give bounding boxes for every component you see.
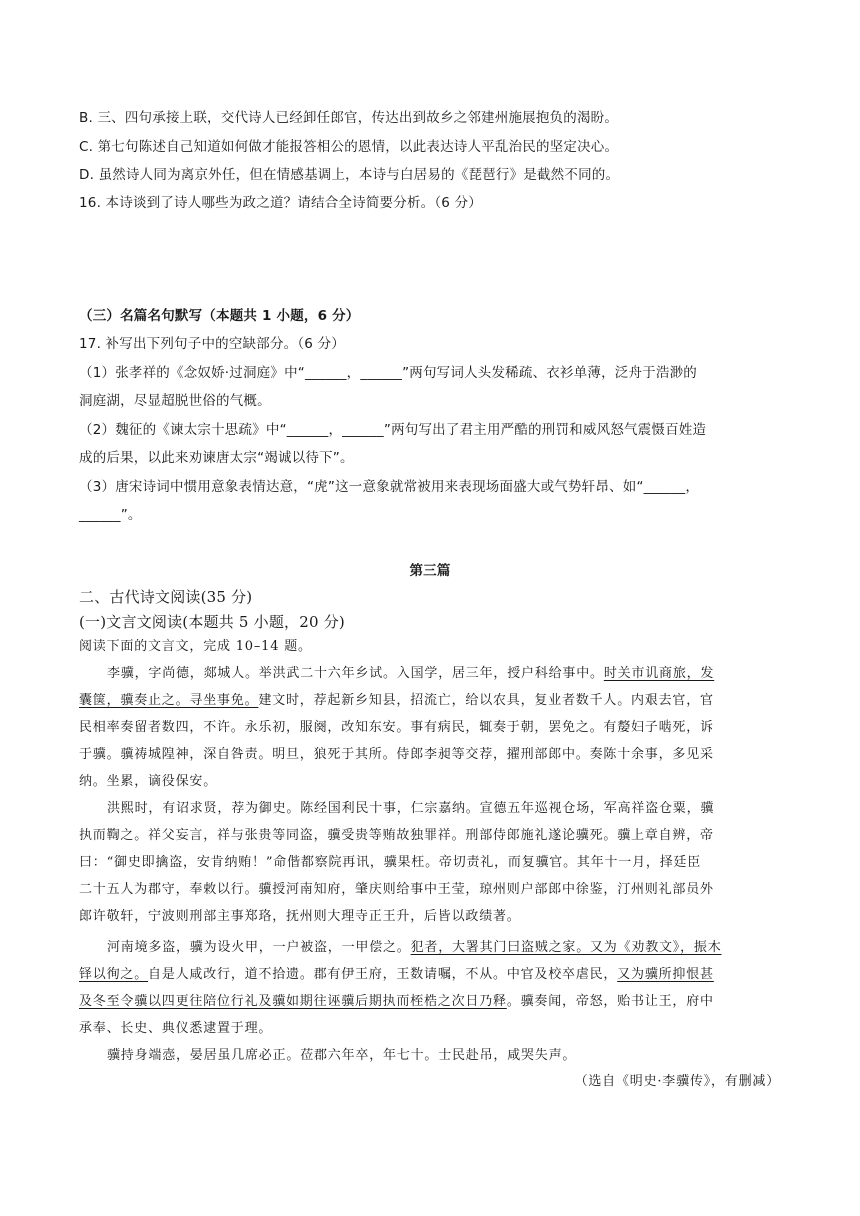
passage-line: 河南境多盗，骥为设火甲，一户被盗，一甲偿之。犯者，大署其门曰盗贼之家。又为《劝教文》，振木	[107, 940, 722, 955]
passage-line: 于骥。骥祷城隍神，深自咎责。明旦，狼死于其所。侍郎李昶等交荐，擢刑部郎中。奏陈十余事，多见采	[79, 747, 714, 762]
q17-item1-line2: 洞庭湖，尽显超脱世俗的气概。	[79, 393, 271, 409]
passage-line: 铎以徇之。自是人咸改行，道不拾遗。郡有伊王府，王数请嘱，不从。中官及校卒虐民，又为骥所抑恨甚	[79, 967, 714, 982]
passage-line: 曰：“御史即擒盗，安肯纳贿！”命偕都察院再讯，骥果枉。帝切责礼，而复骥官。其年十一月，择廷臣	[79, 855, 702, 870]
passage-line: 囊箧，骥奏止之。寻坐事免。建文时，荐起新乡知县，招流亡，给以农具，复业者数千人。内艰去官，官	[79, 693, 714, 708]
question-16: 16. 本诗谈到了诗人哪些为政之道？请结合全诗简要分析。（6 分）	[79, 195, 482, 211]
passage-line: 二十五人为郡守，奉敕以行。骥授河南知府，肇庆则给事中王莹，琼州则户部郎中徐鉴，汀州则礼部员外	[79, 882, 714, 897]
q17-item2-line1: （2）魏征的《谏太宗十思疏》中“______，______”两句写出了君主用严酷的刑罚和威风怒气震慑百姓造	[79, 422, 707, 438]
passage-line: 纳。坐累，谪役保安。	[79, 774, 218, 789]
option-b: B. 三、四句承接上联，交代诗人已经卸任郎官，传达出到故乡之邻建州施展抱负的渴盼。	[79, 110, 619, 126]
passage-line: 执而鞫之。祥父妄言，祥与张贵等同盗，骥受贵等贿故独罪祥。刑部侍郎施礼遂论骥死。骥上章自辨，帝	[79, 828, 714, 843]
question-17: 17. 补写出下列句子中的空缺部分。（6 分）	[79, 336, 345, 352]
passage-line: 郎许敬轩，宁波则刑部主事郑珞，抚州则大理寺正王升，后皆以政绩著。	[79, 909, 521, 924]
option-c: C. 第七句陈述自己知道如何做才能报答相公的恩情，以此表达诗人平乱治民的坚定决心。	[79, 139, 619, 155]
option-d: D. 虽然诗人同为离京外任，但在情感基调上，本诗与白居易的《琵琶行》是截然不同的。	[79, 167, 620, 183]
q17-item3-line2: ______”。	[79, 507, 142, 523]
passage-line: 李骥，字尚德，郯城人。举洪武二十六年乡试。入国学，居三年，授户科给事中。时关市讥商旅，发	[107, 666, 715, 681]
passage-line: 洪熙时，有诏求贤，荐为御史。陈经国利民十事，仁宗嘉纳。宣德五年巡视仓场，军高祥盗仓粟，骥	[107, 801, 715, 816]
q17-item1-line1: （1）张孝祥的《念奴娇·过洞庭》中“______，______”两句写词人头发稀疏、衣衫单薄，泛舟于浩渺的	[79, 365, 697, 381]
passage-line: 承奉、长史、典仪悉逮置于理。	[79, 1021, 273, 1036]
q17-item3-line1: （3）唐宋诗词中惯用意象表情达意，“虎”这一意象就常被用来表现场面盛大或气势轩昂、如“______，	[79, 479, 700, 495]
subsection-heading: (一)文言文阅读(本题共 5 小题，20 分)	[79, 613, 345, 631]
passage-line: 民相率奏留者数四，不许。永乐初，服阕，改知东安。事有病民，辄奏于朝，罢免之。有嫠妇子啮死，诉	[79, 720, 714, 735]
passage-line: 骥持身端悫，晏居虽几席必正。莅郡六年卒，年七十。士民赴吊，咸哭失声。	[107, 1048, 577, 1063]
passage-source: （选自《明史·李骥传》，有删减）	[574, 1074, 780, 1089]
underlined-sentence: 铎以徇之。	[79, 967, 149, 982]
q17-item2-line2: 成的后果，以此来劝谏唐太宗“竭诚以待下”。	[79, 450, 354, 466]
underlined-sentence: 时关市讥商旅，发	[603, 666, 715, 681]
underlined-sentence: 犯者，大署其门曰盗贼之家。又为《劝教文》，振木	[410, 940, 722, 955]
underlined-sentence: 及冬至令骥以四更往陪位行礼及骥如期往诬骥后期执而桎梏之次日乃释	[79, 994, 507, 1009]
underlined-sentence: 又为骥所抑恨甚	[617, 967, 714, 982]
chapter-title: 第三篇	[409, 563, 451, 579]
passage-line: 及冬至令骥以四更往陪位行礼及骥如期往诬骥后期执而桎梏之次日乃释。骥奏闻，帝怒，贻书让王，府中	[79, 994, 714, 1009]
section-heading: 二、古代诗文阅读(35 分)	[79, 588, 253, 606]
reading-instruction: 阅读下面的文言文，完成 10–14 题。	[79, 639, 312, 654]
underlined-sentence: 囊箧，骥奏止之。寻坐事免。	[79, 693, 259, 708]
part3-heading: （三）名篇名句默写（本题共 1 小题，6 分）	[79, 308, 360, 324]
